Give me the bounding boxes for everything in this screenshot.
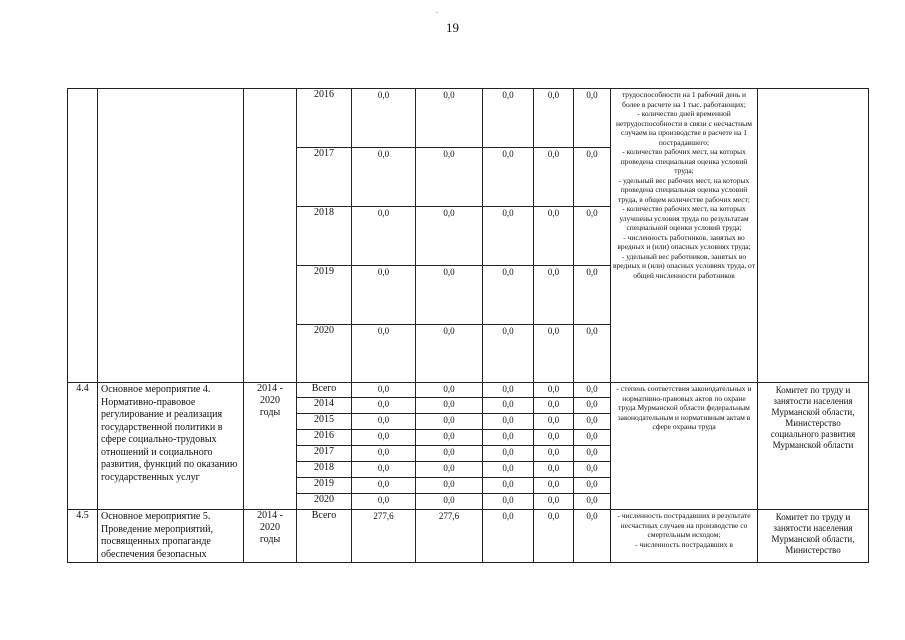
value-cell: 0,0	[483, 446, 534, 462]
value-cell: 0,0	[483, 266, 534, 325]
value-cell: 0,0	[416, 414, 483, 430]
value-cell: 0,0	[534, 510, 574, 563]
value-cell: 0,0	[483, 148, 534, 207]
value-cell: 0,0	[534, 383, 574, 398]
value-cell: 0,0	[416, 266, 483, 325]
value-cell: 0,0	[574, 148, 611, 207]
value-cell: 0,0	[574, 266, 611, 325]
year-cell: 2019	[297, 266, 352, 325]
value-cell: 0,0	[574, 89, 611, 148]
value-cell: 0,0	[483, 207, 534, 266]
value-cell: 0,0	[352, 383, 416, 398]
value-cell: 0,0	[352, 398, 416, 414]
name-cell-empty	[98, 89, 244, 383]
value-cell: 0,0	[574, 430, 611, 446]
page-number: 19	[446, 20, 459, 35]
value-cell: 0,0	[534, 462, 574, 478]
value-cell: 0,0	[534, 430, 574, 446]
value-cell: 0,0	[574, 325, 611, 383]
year-cell: 2016	[297, 430, 352, 446]
activity-name: Основное мероприятие 4. Нормативно-правовое регулирование и реализация государственной политики в сфере социально-трудовых отношений и социального развития, функций по оказанию государственных услуг	[98, 383, 244, 510]
table-row	[68, 510, 869, 563]
value-cell: 0,0	[534, 494, 574, 510]
year-cell: Всего	[297, 510, 352, 563]
year-cell: 2015	[297, 414, 352, 430]
value-cell: 0,0	[483, 478, 534, 494]
value-cell: 0,0	[534, 398, 574, 414]
value-cell: 0,0	[416, 383, 483, 398]
value-cell: 0,0	[574, 383, 611, 398]
responsible-cell-empty	[758, 89, 869, 383]
table-row	[68, 383, 869, 398]
value-cell: 0,0	[416, 89, 483, 148]
value-cell: 0,0	[416, 207, 483, 266]
page-dot: .	[436, 6, 438, 15]
indicators-cell: - численность пострадавших в результате несчастных случаев на производстве со смертельным исходом; - численность пострадавших в	[611, 510, 758, 563]
program-table	[67, 88, 869, 563]
value-cell: 0,0	[574, 414, 611, 430]
year-cell: 2014	[297, 398, 352, 414]
value-cell: 0,0	[416, 446, 483, 462]
value-cell: 0,0	[574, 494, 611, 510]
value-cell: 0,0	[416, 430, 483, 446]
value-cell: 0,0	[483, 398, 534, 414]
value-cell: 0,0	[534, 148, 574, 207]
value-cell: 0,0	[483, 494, 534, 510]
value-cell: 277,6	[352, 510, 416, 563]
responsible-cell: Комитет по труду и занятости населения Мурманской области, Министерство социального развития Мурманской области	[758, 383, 869, 510]
value-cell: 0,0	[574, 446, 611, 462]
value-cell: 0,0	[574, 510, 611, 563]
value-cell: 0,0	[534, 325, 574, 383]
activity-name: Основное мероприятие 5. Проведение мероприятий, посвященных пропаганде обеспечения безопасных	[98, 510, 244, 563]
year-cell: Всего	[297, 383, 352, 398]
period-cell-empty	[244, 89, 297, 383]
value-cell: 0,0	[574, 207, 611, 266]
value-cell: 0,0	[352, 478, 416, 494]
year-cell: 2019	[297, 478, 352, 494]
row-index: 4.5	[68, 510, 98, 563]
value-cell: 0,0	[352, 207, 416, 266]
value-cell: 0,0	[416, 494, 483, 510]
value-cell: 0,0	[352, 89, 416, 148]
value-cell: 0,0	[352, 325, 416, 383]
value-cell: 0,0	[574, 398, 611, 414]
value-cell: 0,0	[534, 266, 574, 325]
value-cell: 0,0	[483, 89, 534, 148]
value-cell: 0,0	[416, 462, 483, 478]
value-cell: 0,0	[416, 398, 483, 414]
value-cell: 0,0	[483, 414, 534, 430]
value-cell: 0,0	[483, 510, 534, 563]
value-cell: 0,0	[534, 89, 574, 148]
value-cell: 0,0	[574, 462, 611, 478]
indicators-cell: - степень соответствия законодательных и нормативно-правовых актов по охране труда Мурманской области федеральным законодательным и нормативным актам в сфере охраны труда	[611, 383, 758, 510]
indicators-cell: трудоспособности на 1 рабочий день и более в расчете на 1 тыс. работающих; - количество дней временной нетрудоспособности в связи с несчастным случаем на производстве в расчете на 1 пострадавшего; - количество рабочих мест, на которых проведена специальная оценка условий труда; - удельный вес рабочих мест, на которых проведена специальная оценка условий труда, в общем количестве рабочих мест; - количество рабочих мест, на которых улучшены условия труда по результатам специальной оценки условий труда; - численность работников, занятых во вредных и (или) опасных условиях труда; - удельный вес работников, занятых во вредных и (или) опасных условиях труда, от общей численности работников	[611, 89, 758, 383]
year-cell: 2020	[297, 325, 352, 383]
period-cell: 2014 - 2020 годы	[244, 383, 297, 510]
value-cell: 0,0	[574, 478, 611, 494]
value-cell: 0,0	[352, 494, 416, 510]
value-cell: 0,0	[534, 414, 574, 430]
index-cell-empty	[68, 89, 98, 383]
year-cell: 2017	[297, 148, 352, 207]
value-cell: 0,0	[534, 446, 574, 462]
period-cell: 2014 - 2020 годы	[244, 510, 297, 563]
value-cell: 0,0	[534, 207, 574, 266]
value-cell: 0,0	[416, 148, 483, 207]
value-cell: 0,0	[483, 430, 534, 446]
value-cell: 0,0	[352, 446, 416, 462]
value-cell: 0,0	[483, 383, 534, 398]
year-cell: 2018	[297, 462, 352, 478]
value-cell: 0,0	[483, 462, 534, 478]
value-cell: 0,0	[534, 478, 574, 494]
value-cell: 277,6	[416, 510, 483, 563]
year-cell: 2017	[297, 446, 352, 462]
row-index: 4.4	[68, 383, 98, 510]
value-cell: 0,0	[483, 325, 534, 383]
year-cell: 2016	[297, 89, 352, 148]
responsible-cell: Комитет по труду и занятости населения Мурманской области, Министерство	[758, 510, 869, 563]
year-cell: 2018	[297, 207, 352, 266]
table-row	[68, 89, 869, 148]
value-cell: 0,0	[352, 414, 416, 430]
value-cell: 0,0	[416, 478, 483, 494]
value-cell: 0,0	[352, 266, 416, 325]
year-cell: 2020	[297, 494, 352, 510]
value-cell: 0,0	[352, 148, 416, 207]
value-cell: 0,0	[352, 430, 416, 446]
value-cell: 0,0	[352, 462, 416, 478]
value-cell: 0,0	[416, 325, 483, 383]
